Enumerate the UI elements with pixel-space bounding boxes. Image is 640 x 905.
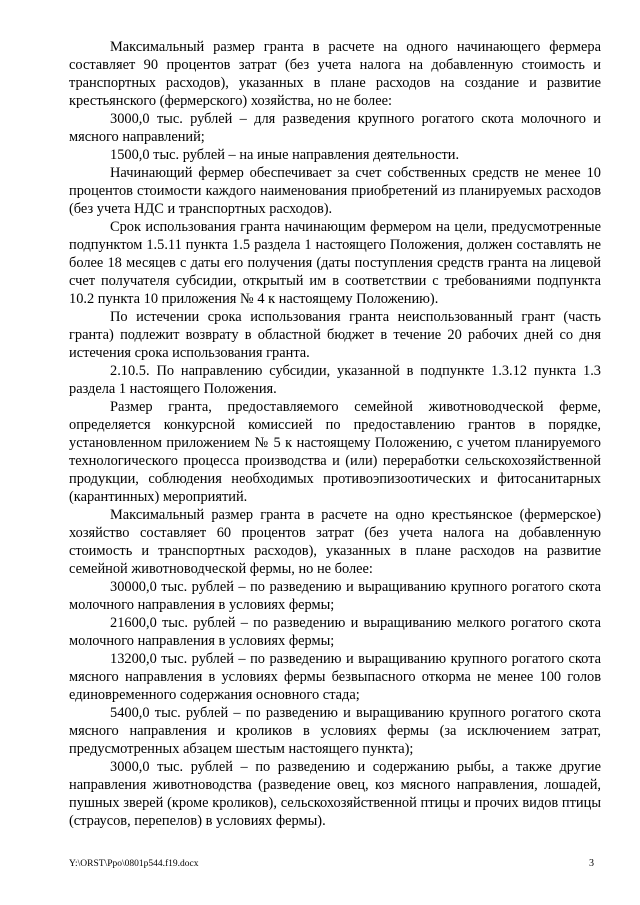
paragraph-family-farm-grant-size: Размер гранта, предоставляемого семейной животноводческой ферме, определяется конкурсной комиссией по предоставлению грантов в порядке, установленном приложением № 5 к настоящему Положению, с учетом планируемого технологического процесса производства и (или) переработки сельскохозяйственной продукции, соблюдения необходимых противоэпизоотических и фитосанитарных (карантинных) мероприятий. — [69, 399, 601, 505]
paragraph-limit-other: 1500,0 тыс. рублей – на иные направления деятельности. — [110, 147, 460, 163]
paragraph-grant-term: Срок использования гранта начинающим фермером на цели, предусмотренные подпунктом 1.5.11 пункта 1.5 раздела 1 настоящего Положения, должен составлять не более 18 месяцев с даты его получения (даты поступления средств гранта на лицевой счет получателя субсидии, открытый им в соответствии с требованиями подпункта 10.2 пункта 10 приложения № 4 к настоящему Положению). — [69, 219, 601, 307]
paragraph-max-grant-beginning-farmer: Максимальный размер гранта в расчете на одного начинающего фермера составляет 90 процентов затрат (без учета налога на добавленную стоимость и транспортных расходов), указанных в плане расходов на создание и развитие крестьянского (фермерского) хозяйства, но не более: — [69, 39, 601, 109]
paragraph-limit-dairy-small-cattle: 21600,0 тыс. рублей – по разведению и выращиванию мелкого рогатого скота молочного направления в условиях фермы; — [69, 615, 601, 649]
paragraph-limit-cattle: 3000,0 тыс. рублей – для разведения крупного рогатого скота молочного и мясного направлений; — [69, 111, 601, 145]
paragraph-max-grant-family-farm: Максимальный размер гранта в расчете на одно крестьянское (фермерское) хозяйство составляет 60 процентов затрат (без учета налога на добавленную стоимость и транспортных расходов), указанных в плане расходов на развитие семейной животноводческой фермы, но не более: — [69, 507, 601, 577]
footer-file-path: Y:\ORST\Ppo\0801p544.f19.docx — [69, 859, 199, 869]
paragraph-own-funds: Начинающий фермер обеспечивает за счет собственных средств не менее 10 процентов стоимости каждого наименования приобретений из планируемых расходов (без учета НДС и транспортных расходов). — [69, 165, 601, 217]
paragraph-limit-beef-rabbits: 5400,0 тыс. рублей – по разведению и выращиванию крупного рогатого скота мясного направления и кроликов в условиях фермы (за исключением затрат, предусмотренных абзацем шестым настоящего пункта); — [69, 705, 601, 757]
paragraph-limit-fish-other: 3000,0 тыс. рублей – по разведению и содержанию рыбы, а также другие направления животноводства (разведение овец, коз мясного направления, лошадей, пушных зверей (кроме кроликов), сельскохозяйственной птицы и прочих видов птицы (страусов, перепелов) в условиях фермы). — [69, 759, 601, 829]
footer-page-number: 3 — [589, 858, 594, 869]
paragraph-section-2-10-5: 2.10.5. По направлению субсидии, указанной в подпункте 1.3.12 пункта 1.3 раздела 1 настоящего Положения. — [69, 363, 601, 397]
paragraph-grant-return: По истечении срока использования гранта неиспользованный грант (часть гранта) подлежит возврату в областной бюджет в течение 20 рабочих дней со дня истечения срока использования гранта. — [69, 309, 601, 361]
document-body — [69, 38, 601, 830]
paragraph-limit-dairy-cattle: 30000,0 тыс. рублей – по разведению и выращиванию крупного рогатого скота молочного направления в условиях фермы; — [69, 579, 601, 613]
paragraph-limit-beef-feedlot: 13200,0 тыс. рублей – по разведению и выращиванию крупного рогатого скота мясного направления в условиях фермы безвыпасного откорма не менее 100 голов единовременного содержания основного стада; — [69, 651, 601, 703]
